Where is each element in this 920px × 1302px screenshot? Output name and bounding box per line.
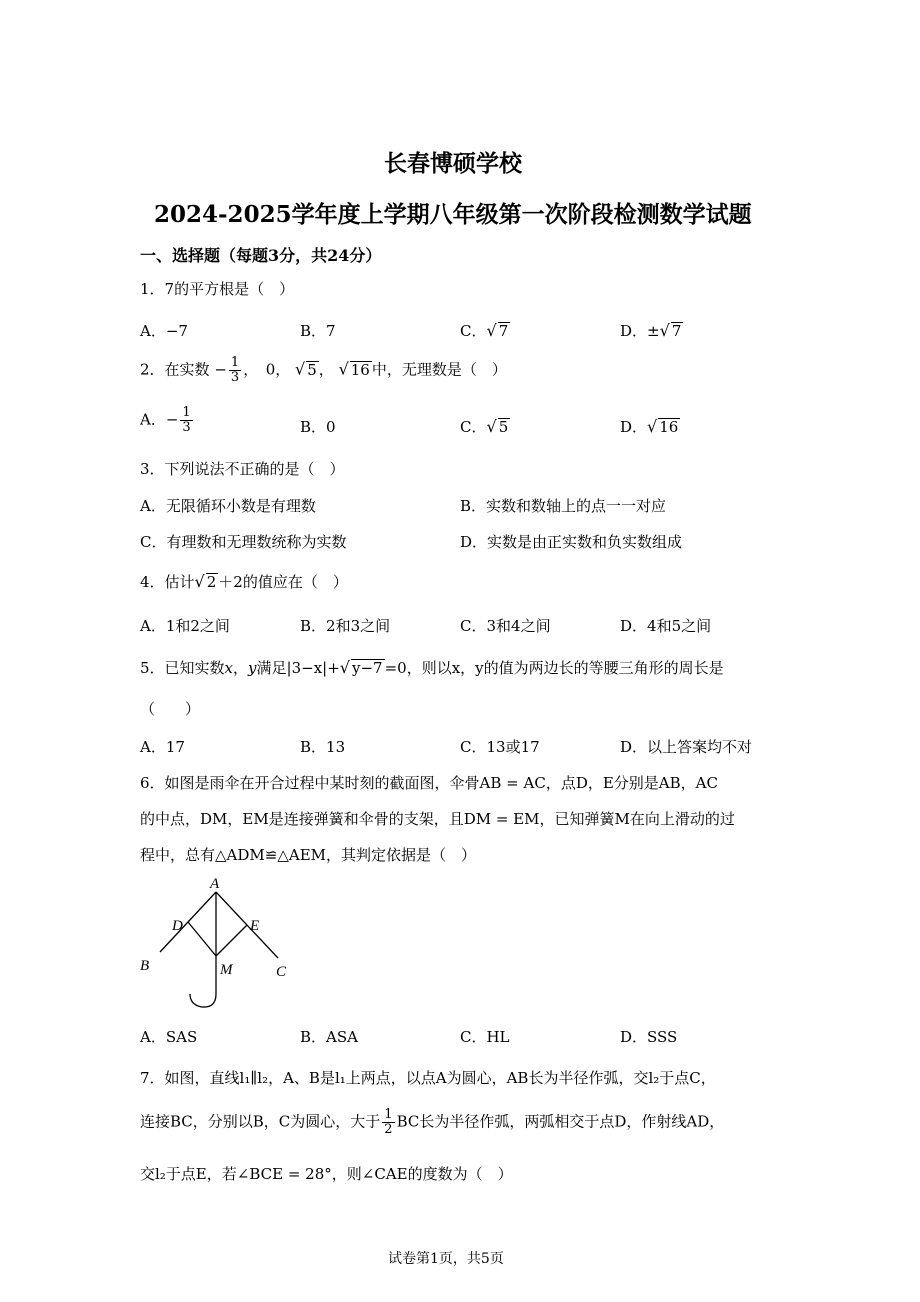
q4-option-d[interactable]: D．4和5之间 — [620, 617, 712, 635]
q7-line3: 交l₂于点E，若∠BCE = 28°，则∠CAE的度数为（ ） — [140, 1165, 513, 1183]
q2-option-a[interactable]: A．− $\frac{1}{3}$ — [140, 405, 191, 435]
q6-line2: 的中点，DM，EM是连接弹簧和伞骨的支架，且DM = EM，已知弹簧M在向上滑动的过 — [140, 810, 735, 828]
label-d: D — [172, 918, 183, 934]
q7-line2: 连接BC，分别以B，C为圆心，大于 $\frac{1}{2}$ BC长为半径作弧，两弧相交于点D，作射线AD， — [140, 1107, 725, 1137]
line-em — [216, 925, 247, 956]
q5-stem: 5．已知实数x，y满足|3−x|+√ y−7 =0，则以x，y的值为两边长的等腰三角形的周长是 — [140, 658, 724, 677]
q5-option-b[interactable]: B．13 — [300, 738, 346, 756]
q1-option-a[interactable]: A．−7 — [140, 322, 188, 340]
section-heading: 一、选择题（每题3分，共24分） — [140, 246, 382, 265]
q1-option-d[interactable]: D．±√ 7 — [620, 321, 682, 340]
q1-option-c[interactable]: C．√ 7 — [460, 321, 509, 340]
q5-paren: （ ） — [140, 700, 201, 718]
q2-option-c[interactable]: C．√ 5 — [460, 417, 509, 436]
q2-option-b[interactable]: B．0 — [300, 418, 336, 436]
q2-option-d[interactable]: D．√ 16 — [620, 417, 679, 436]
label-m: M — [220, 962, 233, 978]
q4-option-b[interactable]: B．2和3之间 — [300, 617, 391, 635]
umbrella-diagram — [130, 872, 310, 1012]
q3-option-c[interactable]: C．有理数和无理数统称为实数 — [140, 533, 347, 551]
q6-option-c[interactable]: C．HL — [460, 1028, 510, 1046]
q5-option-a[interactable]: A．17 — [140, 738, 185, 756]
q6-option-d[interactable]: D．SSS — [620, 1028, 678, 1046]
line-dm — [188, 922, 216, 956]
label-b: B — [140, 958, 150, 974]
q7-line1: 7．如图，直线l₁∥l₂，A、B是l₁上两点，以点A为圆心，AB长为半径作弧，交l₂于点C， — [140, 1069, 716, 1087]
q4-option-c[interactable]: C．3和4之间 — [460, 617, 551, 635]
q3-option-b[interactable]: B．实数和数轴上的点一一对应 — [460, 497, 667, 515]
q3-stem: 3．下列说法不正确的是（ ） — [140, 460, 345, 478]
q6-option-a[interactable]: A．SAS — [140, 1028, 198, 1046]
label-a: A — [210, 876, 220, 892]
q4-stem: 4．估计√ 2 ＋2的值应在（ ） — [140, 572, 348, 591]
q2-stem: 2．在实数 − $\frac{1}{3}$ ， 0， √ 5 ， √ 16 中，无理数是（ ） — [140, 355, 507, 385]
q3-option-d[interactable]: D．实数是由正实数和负实数组成 — [460, 533, 683, 551]
label-e: E — [250, 918, 260, 934]
q5-option-c[interactable]: C．13或17 — [460, 738, 540, 756]
exam-title: 2024-2025学年度上学期八年级第一次阶段检测数学试题 — [154, 201, 752, 228]
q6-option-b[interactable]: B．ASA — [300, 1028, 358, 1046]
q1-option-b[interactable]: B．7 — [300, 322, 336, 340]
school-name: 长春博硕学校 — [384, 150, 522, 177]
q3-option-a[interactable]: A．无限循环小数是有理数 — [140, 497, 316, 515]
handle-hook — [190, 994, 216, 1007]
page-footer: 试卷第1页，共5页 — [388, 1251, 504, 1267]
q4-option-a[interactable]: A．1和2之间 — [140, 617, 230, 635]
q5-option-d[interactable]: D．以上答案均不对 — [620, 738, 753, 756]
label-c: C — [276, 964, 287, 980]
q6-line1: 6．如图是雨伞在开合过程中某时刻的截面图，伞骨AB = AC，点D，E分别是AB，AC — [140, 774, 718, 792]
q1-stem: 1．7的平方根是（ ） — [140, 280, 295, 298]
q6-line3: 程中，总有△ADM≌△AEM，其判定依据是（ ） — [140, 846, 477, 864]
